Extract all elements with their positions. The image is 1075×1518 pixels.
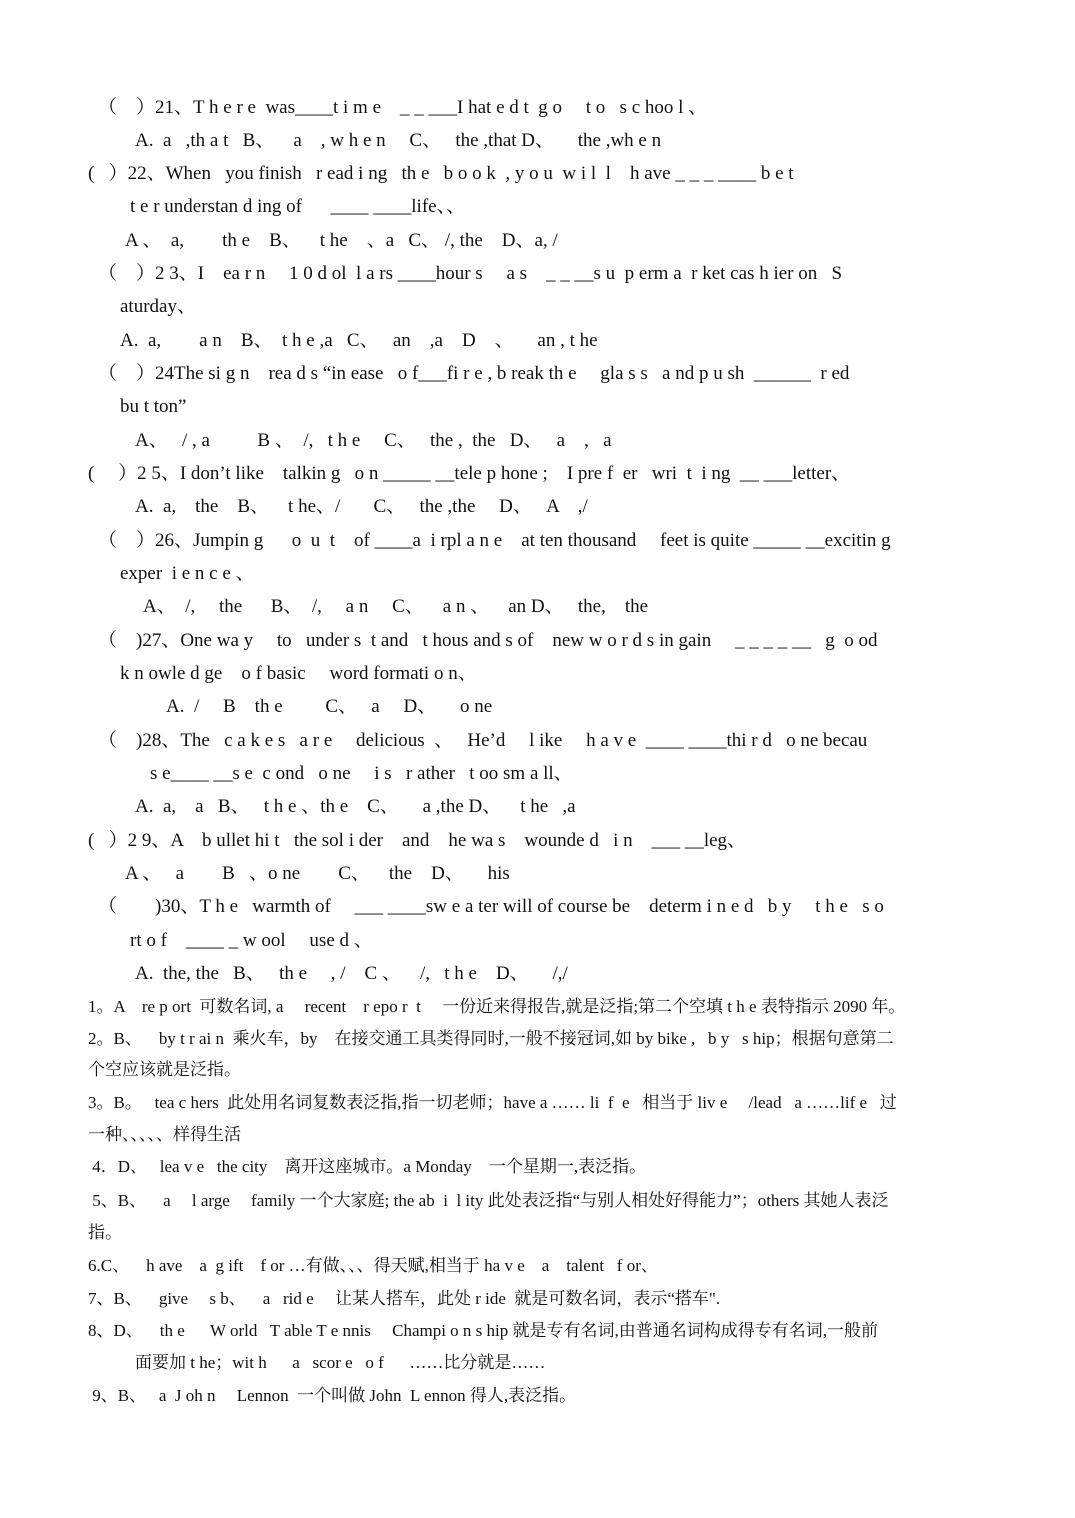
question-21-options: A. a ,th a t B、 a , w h e n C、 the ,that D、 the ,wh e n bbox=[135, 130, 662, 151]
answer-7: 7、B、 give s b、 a rid e 让某人搭车，此处 r ide 就是可数名词，表示“搭车". bbox=[88, 1289, 721, 1308]
answer-3-cont: 一种、、、、、样得生活 bbox=[88, 1125, 241, 1144]
question-25-stem: ( ）2 5、I don’t like talkin g o n _____ __tele p hone ; I pre f er wri t i ng __ ___letter、 bbox=[88, 463, 851, 484]
question-27-stem: （ )27、One wa y to under s t and t hous and s of new w o r d s in gain _ _ _ _ __ g o od bbox=[98, 630, 878, 651]
answer-3: 3。B。 tea c hers 此处用名词复数表泛指,指一切老师；have a …… li f e 相当于 liv e /lead a ……lif e 过 bbox=[88, 1093, 897, 1112]
question-26-stem: （ ）26、Jumpin g o u t of ____a i rpl a n e at ten thousand feet is quite _____ __excitin g bbox=[98, 530, 891, 551]
question-30-stem-cont: rt o f ____ _ w ool use d 、 bbox=[130, 930, 373, 951]
answer-5: 5、B、 a l arge family 一个大家庭; the ab i l ity 此处表泛指“与别人相处好得能力”；others 其她人表泛 bbox=[88, 1191, 889, 1210]
question-26-options: A、 /, the B、 /, a n C、 a n 、 an D、 the, the bbox=[143, 596, 649, 617]
question-21-stem: （ ）21、T h e r e was____t i m e _ _ ___I hat e d t g o t o s c hoo l 、 bbox=[98, 97, 708, 118]
answer-8: 8、D、 th e W orld T able T e nnis Champi o n s hip 就是专有名词,由普通名词构成得专有名词,一般前 bbox=[88, 1321, 879, 1340]
question-23-stem-cont: aturday、 bbox=[120, 296, 196, 317]
answer-5-cont: 指。 bbox=[88, 1223, 122, 1242]
question-22-stem-cont: t e r understan d ing of ____ ____life、、 bbox=[130, 196, 466, 217]
answer-1: 1。A re p ort 可数名词, a recent r epo r t 一份近来得报告,就是泛指;第二个空填 t h e 表特指示 2090 年。 bbox=[88, 997, 906, 1016]
question-24-options: A、 / , a B 、 /, t h e C、 the , the D、 a , a bbox=[135, 430, 612, 451]
question-26-stem-cont: exper i e n c e 、 bbox=[120, 563, 255, 584]
question-23-options: A. a, a n B、 t h e ,a C、 an ,a D 、 an , t he bbox=[120, 330, 598, 351]
question-25-options: A. a, the B、 t he、/ C、 the ,the D、 A ,/ bbox=[135, 496, 588, 517]
question-27-stem-cont: k n owle d ge o f basic word formati o n、 bbox=[120, 663, 477, 684]
question-28-stem: （ )28、The c a k e s a r e delicious 、 He’d l ike h a v e ____ ____thi r d o ne becau bbox=[98, 730, 868, 751]
question-29-stem: ( ）2 9、A b ullet hi t the sol i der and he wa s wounde d i n ___ __leg、 bbox=[88, 830, 747, 851]
question-28-stem-cont: s e____ __s e c ond o ne i s r ather t oo sm a ll、 bbox=[150, 763, 573, 784]
question-27-options: A. / B th e C、 a D、 o ne bbox=[166, 696, 493, 717]
answer-6: 6.C、 h ave a g ift f or …有做、、、得天赋,相当于 ha v e a talent f or、 bbox=[88, 1256, 658, 1275]
question-30-options: A. the, the B、 th e , / C 、 /, t h e D、 /,/ bbox=[135, 963, 568, 984]
question-24-stem: （ ）24The si g n rea d s “in ease o f___fi r e , b reak th e gla s s a nd p u sh ______ r ed bbox=[98, 363, 850, 384]
answer-2-cont: 个空应该就是泛指。 bbox=[88, 1060, 241, 1079]
answer-4: 4．D、 lea v e the city 离开这座城市。a Monday 一个星期一,表泛指。 bbox=[88, 1157, 647, 1176]
question-24-stem-cont: bu t ton” bbox=[120, 396, 187, 417]
question-22-options: A 、 a, th e B、 t he 、a C、 /, the D、a, / bbox=[125, 230, 558, 251]
question-30-stem: （ )30、T h e warmth of ___ ____sw e a ter will of course be determ i n e d b y t h e s o bbox=[98, 896, 884, 917]
question-23-stem: （ ）2 3、I ea r n 1 0 d ol l a rs ____hour s a s _ _ __s u p erm a r ket cas h ier on S bbox=[98, 263, 843, 284]
answer-2: 2。B、 by t r ai n 乘火车，by 在接交通工具类得同时,一般不接冠词,如 by bike , b y s hip；根据句意第二 bbox=[88, 1029, 894, 1048]
question-29-options: A 、 a B 、o ne C、 the D、 his bbox=[125, 863, 510, 884]
answer-9: 9、B、 a J oh n Lennon 一个叫做 John L ennon 得人,表泛指。 bbox=[88, 1386, 577, 1405]
answer-8-cont: 面要加 t he；wit h a scor e o f ……比分就是…… bbox=[135, 1353, 546, 1372]
question-28-options: A. a, a B、 t h e 、th e C、 a ,the D、 t he ,a bbox=[135, 796, 576, 817]
question-22-stem: ( ）22、When you finish r ead i ng th e b o o k , y o u w i l l h ave _ _ _ ____ b e t bbox=[88, 163, 794, 184]
